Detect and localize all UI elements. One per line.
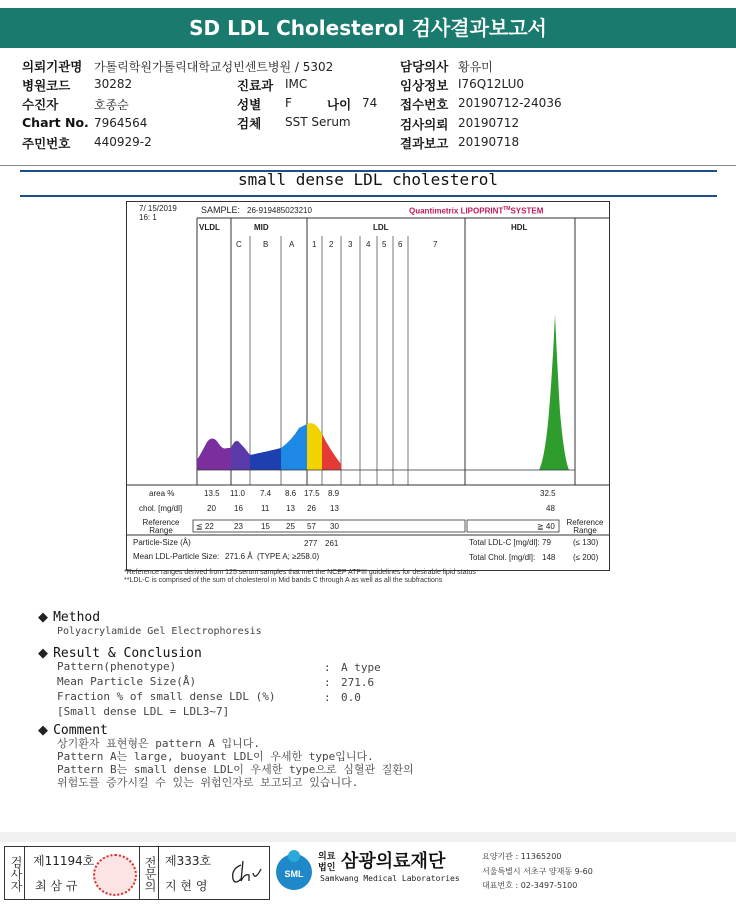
ref-label: Reference Range [142, 518, 180, 535]
total-chol-ref: (≤ 200) [573, 553, 599, 562]
total-ldl-ref: (≤ 130) [573, 538, 599, 547]
method-text: Polyacrylamide Gel Electrophoresis [57, 626, 262, 637]
subband-a: A [289, 240, 295, 249]
comment-text [57, 737, 414, 789]
area-c: 11.0 [230, 489, 245, 498]
institution-value: 가톨릭학원가톨릭대학교성빈센트병원 / 5302 [94, 60, 334, 74]
specialist-label: 전문의 [139, 847, 159, 899]
diamond-bullet-icon: ◆ [38, 646, 48, 661]
result-heading: Result & Conclusion [53, 646, 202, 661]
zone-vldl: VLDL [199, 223, 220, 232]
chol-a: 13 [286, 504, 295, 513]
method-section [38, 606, 100, 625]
footer-band [0, 832, 736, 842]
subband-7: 7 [433, 240, 438, 249]
org-name: 삼광의료재단 [341, 851, 446, 872]
area-ldl2: 8.9 [328, 489, 340, 498]
chol-b: 11 [261, 504, 270, 513]
receipt-value: 20190712-24036 [458, 96, 562, 110]
chol-vldl: 20 [207, 504, 216, 513]
report-date: 7/ 15/2019 [139, 204, 177, 213]
area-hdl: 32.5 [540, 489, 556, 498]
hospital-code-label: 병원코드 [22, 78, 71, 93]
area-ldl1: 17.5 [304, 489, 320, 498]
patient-label: 수진자 [22, 97, 59, 112]
comment-line: Pattern A는 large, buoyant LDL이 우세한 type입니다. [57, 750, 374, 763]
report-date-label: 결과보고 [400, 136, 449, 151]
result-row-size-colon: : [324, 676, 331, 689]
subband-c: C [236, 240, 242, 249]
examiner-number: 제11194호 [33, 854, 95, 868]
clinical-label: 임상정보 [400, 78, 449, 93]
result-row-size-value: 271.6 [341, 676, 375, 689]
ref-c: 23 [234, 522, 243, 531]
doctor-label: 담당의사 [400, 59, 449, 74]
particle-size-ldl2: 261 [325, 539, 339, 548]
ref-a: 25 [286, 522, 295, 531]
org-prefix: 의료법인 [318, 852, 336, 873]
rrn-value: 440929-2 [94, 135, 152, 149]
subband-1: 1 [312, 240, 317, 249]
specimen-label: 검체 [237, 116, 262, 131]
result-note: [Small dense LDL = LDL3~7] [57, 705, 230, 718]
subband-5: 5 [382, 240, 387, 249]
receipt-label: 접수번호 [400, 97, 449, 112]
ref-vldl: ≦ 22 [196, 522, 214, 531]
zone-ldl: LDL [373, 223, 389, 232]
comment-line: Pattern B는 small dense LDL이 우세한 type으로 심혈관 질환의 [57, 763, 414, 776]
report-time: 16: 1 [139, 213, 157, 222]
ref-b: 15 [261, 522, 270, 531]
total-chol-value: 148 [542, 553, 556, 562]
chart-label: Chart No. [22, 115, 89, 130]
chol-c: 16 [234, 504, 243, 513]
report-date-value: 20190718 [458, 135, 520, 149]
sml-logo-icon [272, 846, 316, 894]
result-row-size-label: Mean Particle Size(Å) [57, 675, 197, 688]
method-heading: Method [53, 610, 101, 625]
svg-text:SML: SML [284, 869, 304, 879]
subband-2: 2 [329, 240, 334, 249]
result-section [38, 642, 202, 661]
hdl-ref-label: Reference Range [566, 518, 604, 535]
chol-ldl2: 13 [330, 504, 339, 513]
lipoprint-report [126, 201, 610, 571]
result-row-pattern-value: A type [341, 661, 381, 674]
result-row-pattern-label: Pattern(phenotype) [57, 660, 177, 673]
result-row-fraction-label: Fraction % of small dense LDL (%) [57, 690, 276, 703]
footnote-2: **LDL-C is comprised of the sum of cholesterol in Mid bands C through A as well as all the subfractions [124, 577, 443, 584]
particle-size-label: Particle-Size (Å) [133, 538, 191, 547]
sex-value: F [285, 96, 292, 110]
doctor-value: 황유미 [458, 60, 493, 74]
org-code: 요양기관 : 11365200 [482, 852, 562, 861]
signature-icon [227, 859, 265, 887]
result-row-fraction-colon: : [324, 691, 331, 704]
chol-hdl: 48 [546, 504, 555, 513]
age-label: 나이 [327, 97, 352, 112]
signature-box [4, 846, 270, 900]
clinical-value: I76Q12LU0 [458, 77, 525, 91]
chart-value: 7964564 [94, 116, 148, 130]
ref-ldl2: 30 [330, 522, 339, 531]
particle-size-ldl1: 277 [304, 539, 318, 548]
subband-b: B [263, 240, 269, 249]
section-rule-bottom [20, 195, 717, 197]
total-chol-label: Total Chol. [mg/dl]: [469, 553, 536, 562]
zone-hdl: HDL [511, 223, 528, 232]
specialist-number: 제333호 [165, 854, 212, 868]
subband-4: 4 [366, 240, 371, 249]
hospital-code-value: 30282 [94, 77, 133, 91]
mean-particle-type: (TYPE A; ≥258.0) [257, 552, 320, 561]
section-title: small dense LDL cholesterol [237, 170, 499, 189]
dept-label: 진료과 [237, 78, 274, 93]
institution-label: 의뢰기관명 [22, 59, 83, 74]
total-ldl-value: 79 [542, 538, 551, 547]
sex-label: 성별 [237, 97, 262, 112]
seal-stamp-icon [93, 854, 137, 896]
divider-top [0, 165, 736, 166]
chol-ldl1: 26 [307, 504, 316, 513]
ref-ldl1: 57 [307, 522, 316, 531]
mean-particle-value: 271.6 Å [225, 552, 253, 561]
zone-mid: MID [254, 223, 269, 232]
area-label: area % [149, 489, 175, 498]
total-ldl-label: Total LDL-C [mg/dl]: [469, 538, 540, 547]
request-value: 20190712 [458, 116, 520, 130]
subband-3: 3 [348, 240, 353, 249]
area-vldl: 13.5 [204, 489, 220, 498]
specialist-name: 지 현 영 [165, 879, 208, 893]
patient-value: 호종순 [94, 98, 129, 112]
org-phone: 대표번호 : 02-3497-5100 [482, 881, 578, 890]
comment-line: 상기환자 표현형은 pattern A 입니다. [57, 737, 260, 750]
diamond-bullet-icon: ◆ [38, 723, 48, 738]
sample-label: SAMPLE: [201, 205, 241, 215]
mean-particle-label: Mean LDL-Particle Size: [133, 552, 220, 561]
electrophoresis-graph [127, 202, 609, 570]
specimen-value: SST Serum [285, 115, 351, 129]
sample-id: 26-919485023210 [247, 206, 312, 215]
chol-label: chol. [mg/dl] [139, 504, 183, 513]
result-row-pattern-colon: : [324, 661, 331, 674]
area-b: 7.4 [260, 489, 272, 498]
org-english-name: Samkwang Medical Laboratories [320, 874, 460, 883]
report-title: SD LDL Cholesterol 검사결과보고서 [189, 16, 547, 40]
footnotes [124, 569, 476, 585]
age-value: 74 [362, 96, 378, 110]
comment-section [38, 719, 108, 738]
patient-info [22, 57, 722, 152]
area-a: 8.6 [285, 489, 297, 498]
footnote-1: *Reference ranges derived from 125 serum samples that met the NCEP ATPIII guidelines for desirable lipid status [124, 569, 476, 576]
ref-hdl: ≧ 40 [537, 522, 555, 531]
brand: Quantimetrix LIPOPRINT™SYSTEM [409, 206, 544, 216]
examiner-label: 검사자 [5, 847, 25, 899]
result-row-fraction-value: 0.0 [341, 691, 361, 704]
rrn-label: 주민번호 [22, 136, 71, 151]
dept-value: IMC [285, 77, 308, 91]
examiner-name: 최 삼 규 [35, 879, 78, 893]
request-label: 검사의뢰 [400, 117, 449, 132]
comment-heading: Comment [53, 723, 108, 738]
comment-line: 위험도를 증가시킬 수 있는 위험인자로 보고되고 있습니다. [57, 776, 359, 789]
report-title-bar [0, 8, 736, 48]
diamond-bullet-icon: ◆ [38, 610, 48, 625]
org-address: 서울특별시 서초구 양재동 9-60 [482, 867, 593, 876]
subband-6: 6 [398, 240, 403, 249]
